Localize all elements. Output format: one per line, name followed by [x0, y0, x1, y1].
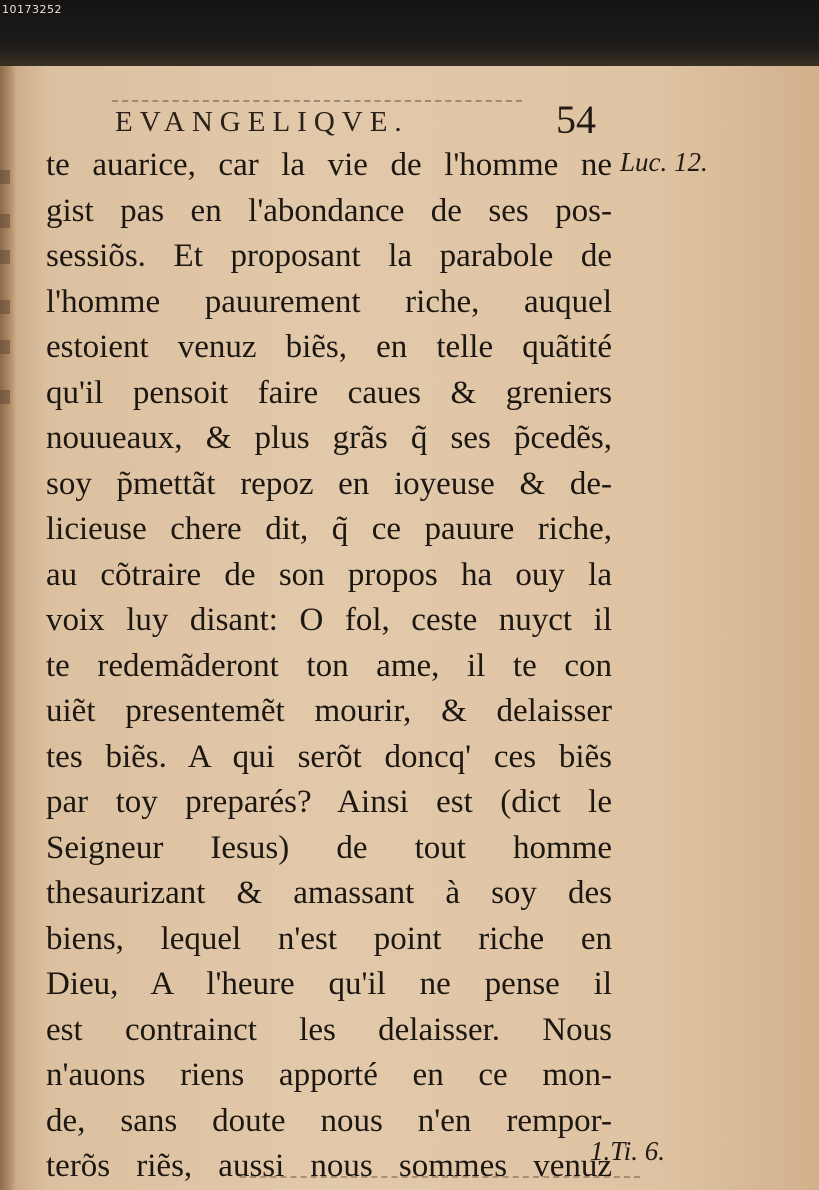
- text-line: terõs riẽs, aussi nous sommes venuz: [46, 1148, 612, 1184]
- text-line: Dieu, A l'heure qu'il ne pense il: [46, 966, 612, 1002]
- bleed-mark: [0, 390, 10, 404]
- body-text: [46, 143, 612, 1190]
- text-line: est contrainct les delaisser. Nous: [46, 1011, 612, 1048]
- scan-header-band: [0, 0, 819, 66]
- bleed-mark: [0, 214, 10, 228]
- margin-reference-bottom: 1.Ti. 6.: [590, 1136, 666, 1166]
- page-number: 54: [556, 97, 596, 142]
- text-line: nouueaux, & plus grãs q̃ ses p̃cedẽs,: [46, 420, 612, 456]
- text-line: voix luy disant: O fol, ceste nuyct il: [46, 602, 612, 638]
- text-line: de, sans doute nous n'en rempor-: [46, 1102, 612, 1139]
- text-line: au cõtraire de son propos ha ouy la: [46, 556, 612, 593]
- text-line: biens, lequel n'est point riche en: [46, 920, 612, 957]
- bottom-rule: [240, 1176, 640, 1178]
- bleed-mark: [0, 340, 10, 354]
- text-line: Seigneur Iesus) de tout homme: [46, 829, 612, 866]
- text-line: te auarice, car la vie de l'homme ne: [46, 147, 612, 183]
- text-line: uiẽt presentemẽt mourir, & delaisser: [46, 693, 612, 729]
- text-line: soy p̃mettãt repoz en ioyeuse & de-: [46, 465, 612, 502]
- text-line: tes biẽs. A qui serõt doncq' ces biẽs: [46, 738, 612, 775]
- margin-reference-top: Luc. 12.: [620, 147, 708, 177]
- text-line: sessiõs. Et proposant la parabole de: [46, 238, 612, 274]
- text-line: licieuse chere dit, q̃ ce pauure riche,: [46, 511, 612, 547]
- text-line: l'homme pauurement riche, auquel: [46, 283, 612, 320]
- header-rule: [112, 100, 522, 102]
- running-head: EVANGELIQVE.: [115, 106, 409, 138]
- text-line: qu'il pensoit faire caues & greniers: [46, 374, 612, 411]
- text-line: estoient venuz biẽs, en telle quãtité: [46, 329, 612, 365]
- bleed-mark: [0, 300, 10, 314]
- text-line: par toy preparés? Ainsi est (dict le: [46, 784, 612, 820]
- binding-edge: [0, 66, 16, 1190]
- text-line: thesaurizant & amassant à soy des: [46, 875, 612, 911]
- image-id-label: 10173252: [2, 3, 62, 16]
- bleed-mark: [0, 170, 10, 184]
- text-line: n'auons riens apporté en ce mon-: [46, 1057, 612, 1093]
- bleed-mark: [0, 250, 10, 264]
- text-line: te redemãderont ton ame, il te con: [46, 647, 612, 684]
- text-line: gist pas en l'abondance de ses pos-: [46, 192, 612, 229]
